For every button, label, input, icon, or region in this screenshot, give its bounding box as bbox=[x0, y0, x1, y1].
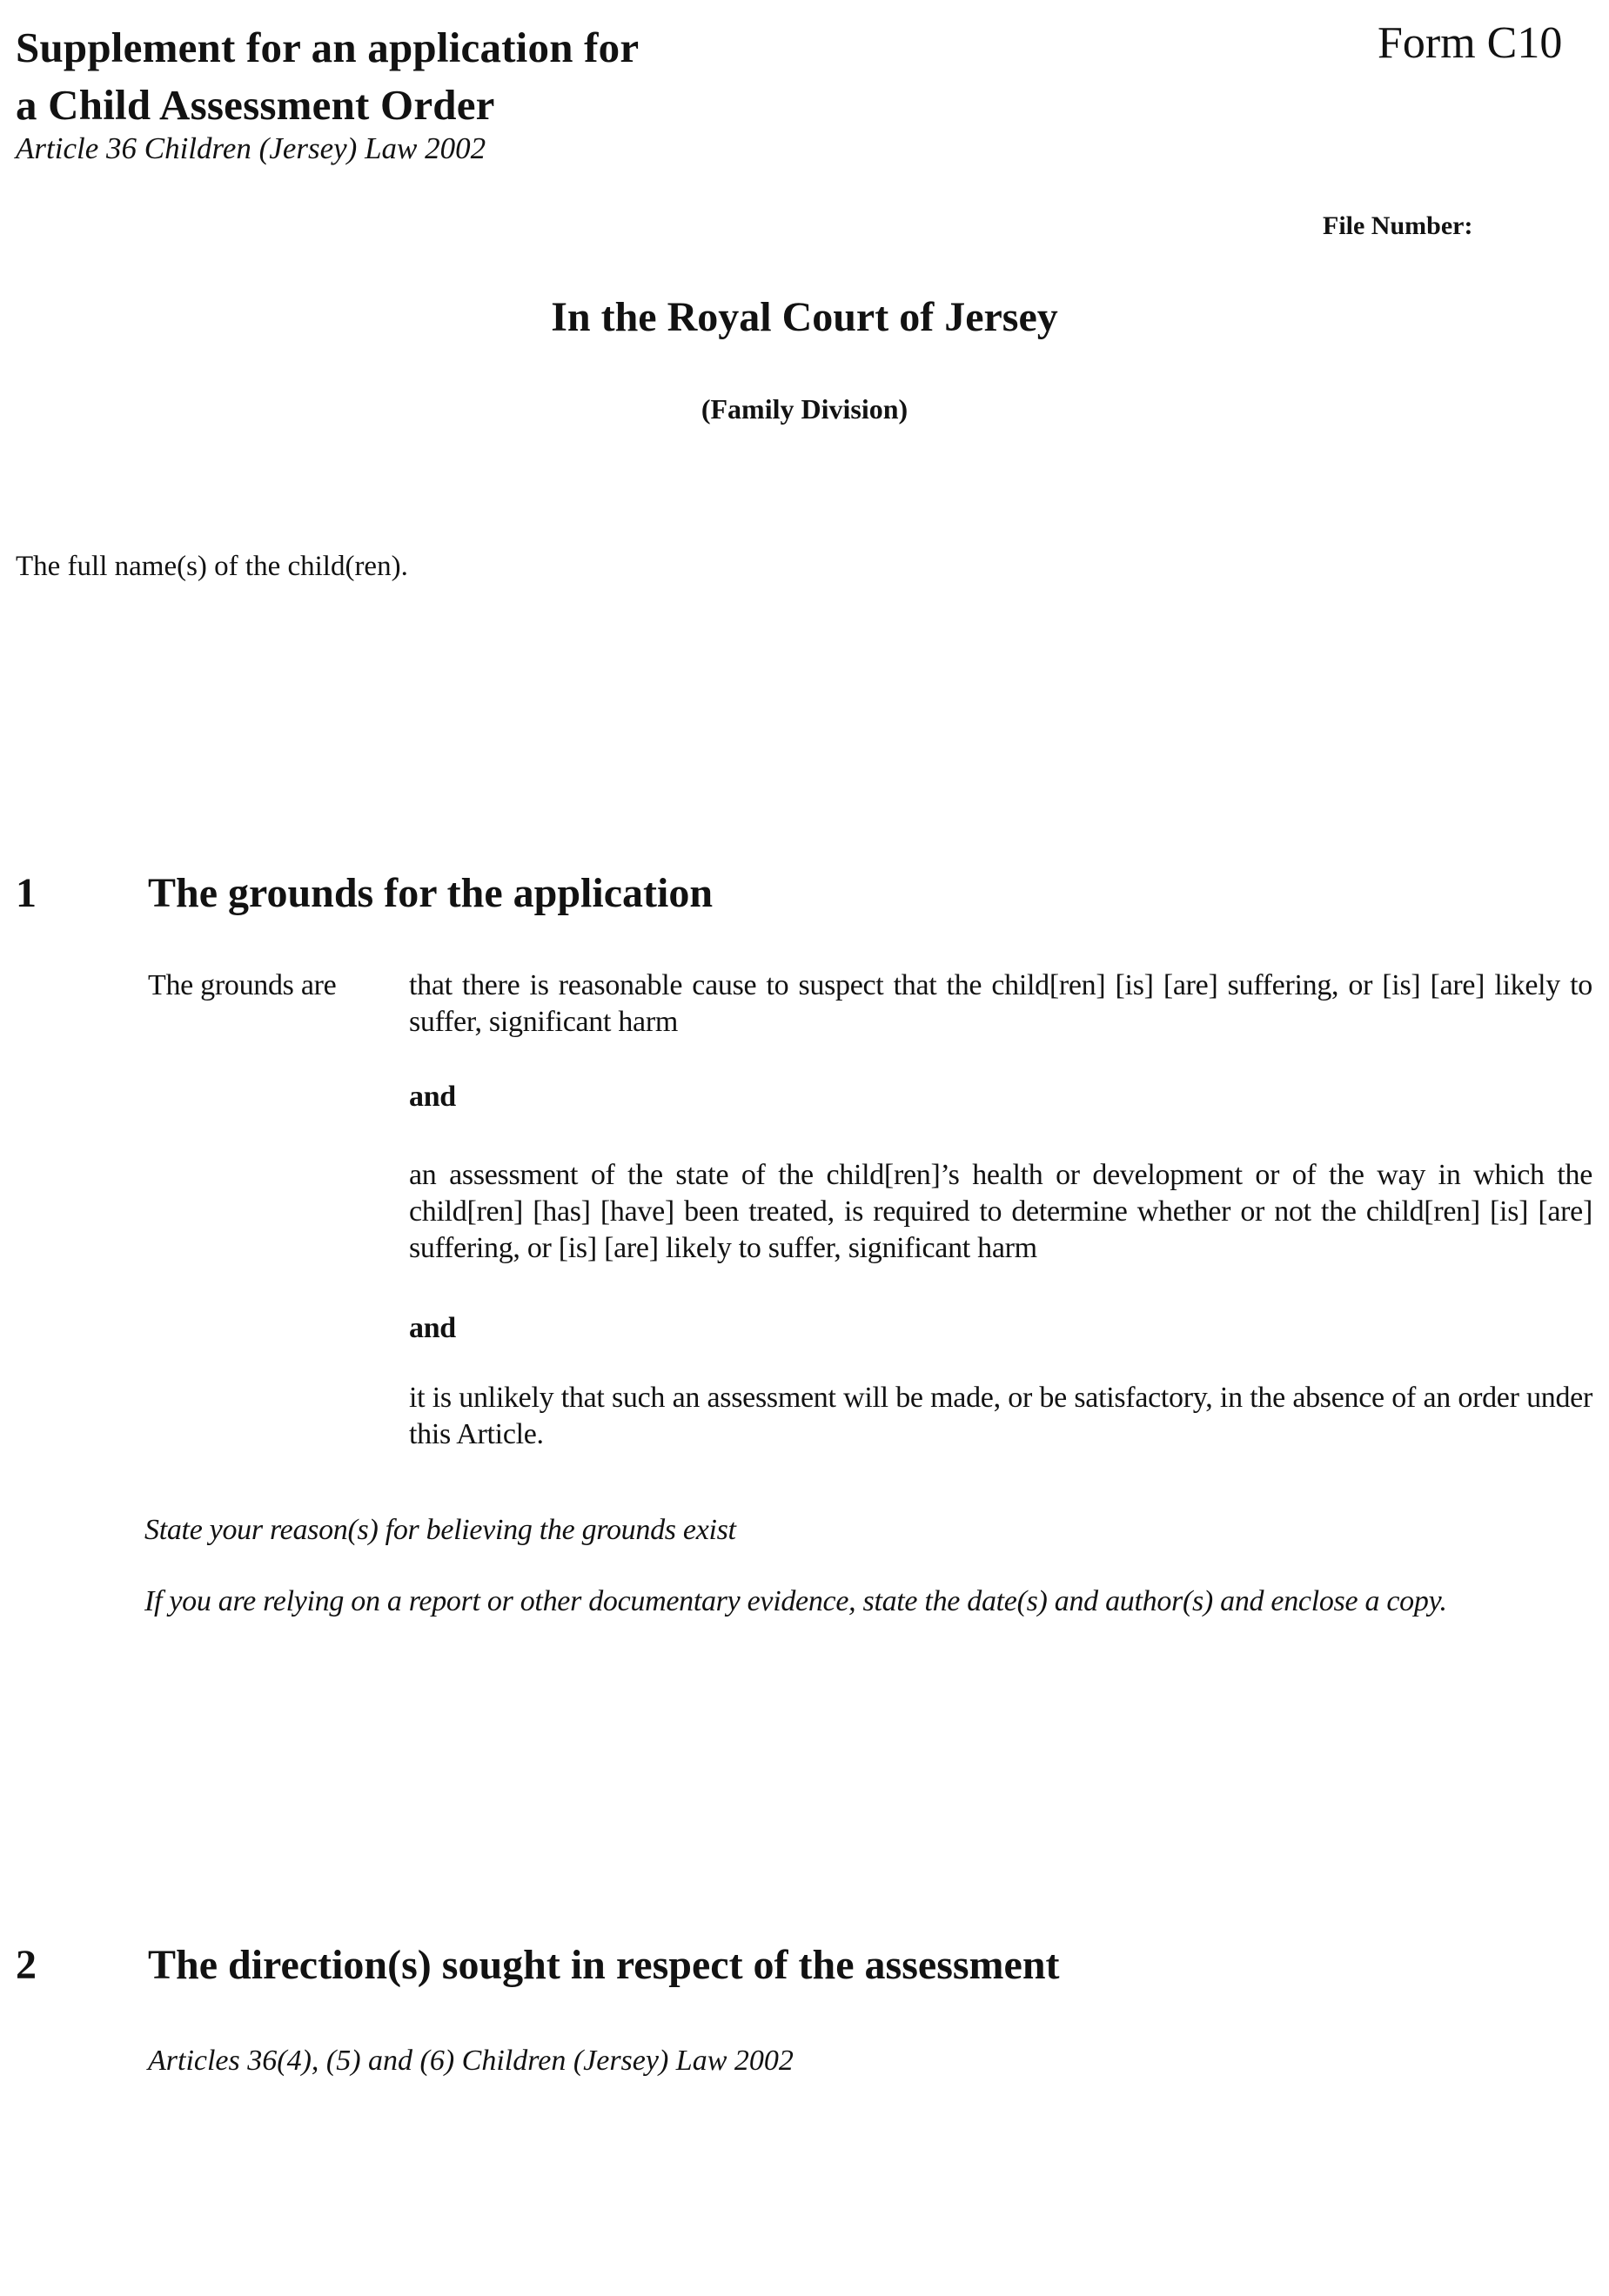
reasons-note: State your reason(s) for believing the grounds exist bbox=[144, 1514, 736, 1546]
section-1-heading: The grounds for the application bbox=[148, 870, 714, 916]
ground-2-text: an assessment of the state of the child[ren]’s health or development or of the way in which the child[ren] [has] [have] been treated, is required to determine whether or not the child[ren] [is] [are] suffering, or [is] [are] likely to suffer, significant harm bbox=[409, 1159, 1592, 1264]
evidence-note: If you are relying on a report or other documentary evidence, state the date(s) and author(s) and enclose a copy. bbox=[144, 1585, 1447, 1617]
grounds-label: The grounds are bbox=[148, 969, 337, 1001]
conjunction-1: and bbox=[409, 1081, 456, 1113]
form-title-line1: Supplement for an application for bbox=[16, 23, 640, 71]
form-title bbox=[16, 19, 639, 134]
ground-1-text: that there is reasonable cause to suspect that the child[ren] [is] [are] suffering, or [is] [are] likely to suffer, significant harm bbox=[409, 969, 1592, 1038]
court-division: (Family Division) bbox=[701, 393, 908, 425]
form-title-line2: a Child Assessment Order bbox=[16, 81, 495, 129]
child-names-label: The full name(s) of the child(ren). bbox=[16, 551, 408, 582]
ground-3-text: it is unlikely that such an assessment will be made, or be satisfactory, in the absence of an order under this Article. bbox=[409, 1382, 1592, 1450]
form-code-label: Form C10 bbox=[1378, 18, 1563, 68]
form-law-reference: Article 36 Children (Jersey) Law 2002 bbox=[16, 131, 486, 165]
file-number-label: File Number: bbox=[1323, 211, 1473, 240]
section-2-heading: The direction(s) sought in respect of the assessment bbox=[148, 1942, 1060, 1988]
section-1-number: 1 bbox=[16, 870, 37, 916]
section-2-number: 2 bbox=[16, 1942, 37, 1988]
conjunction-2: and bbox=[409, 1312, 456, 1344]
court-title: In the Royal Court of Jersey bbox=[551, 294, 1058, 340]
section-2-law-reference: Articles 36(4), (5) and (6) Children (Jersey) Law 2002 bbox=[148, 2045, 794, 2077]
